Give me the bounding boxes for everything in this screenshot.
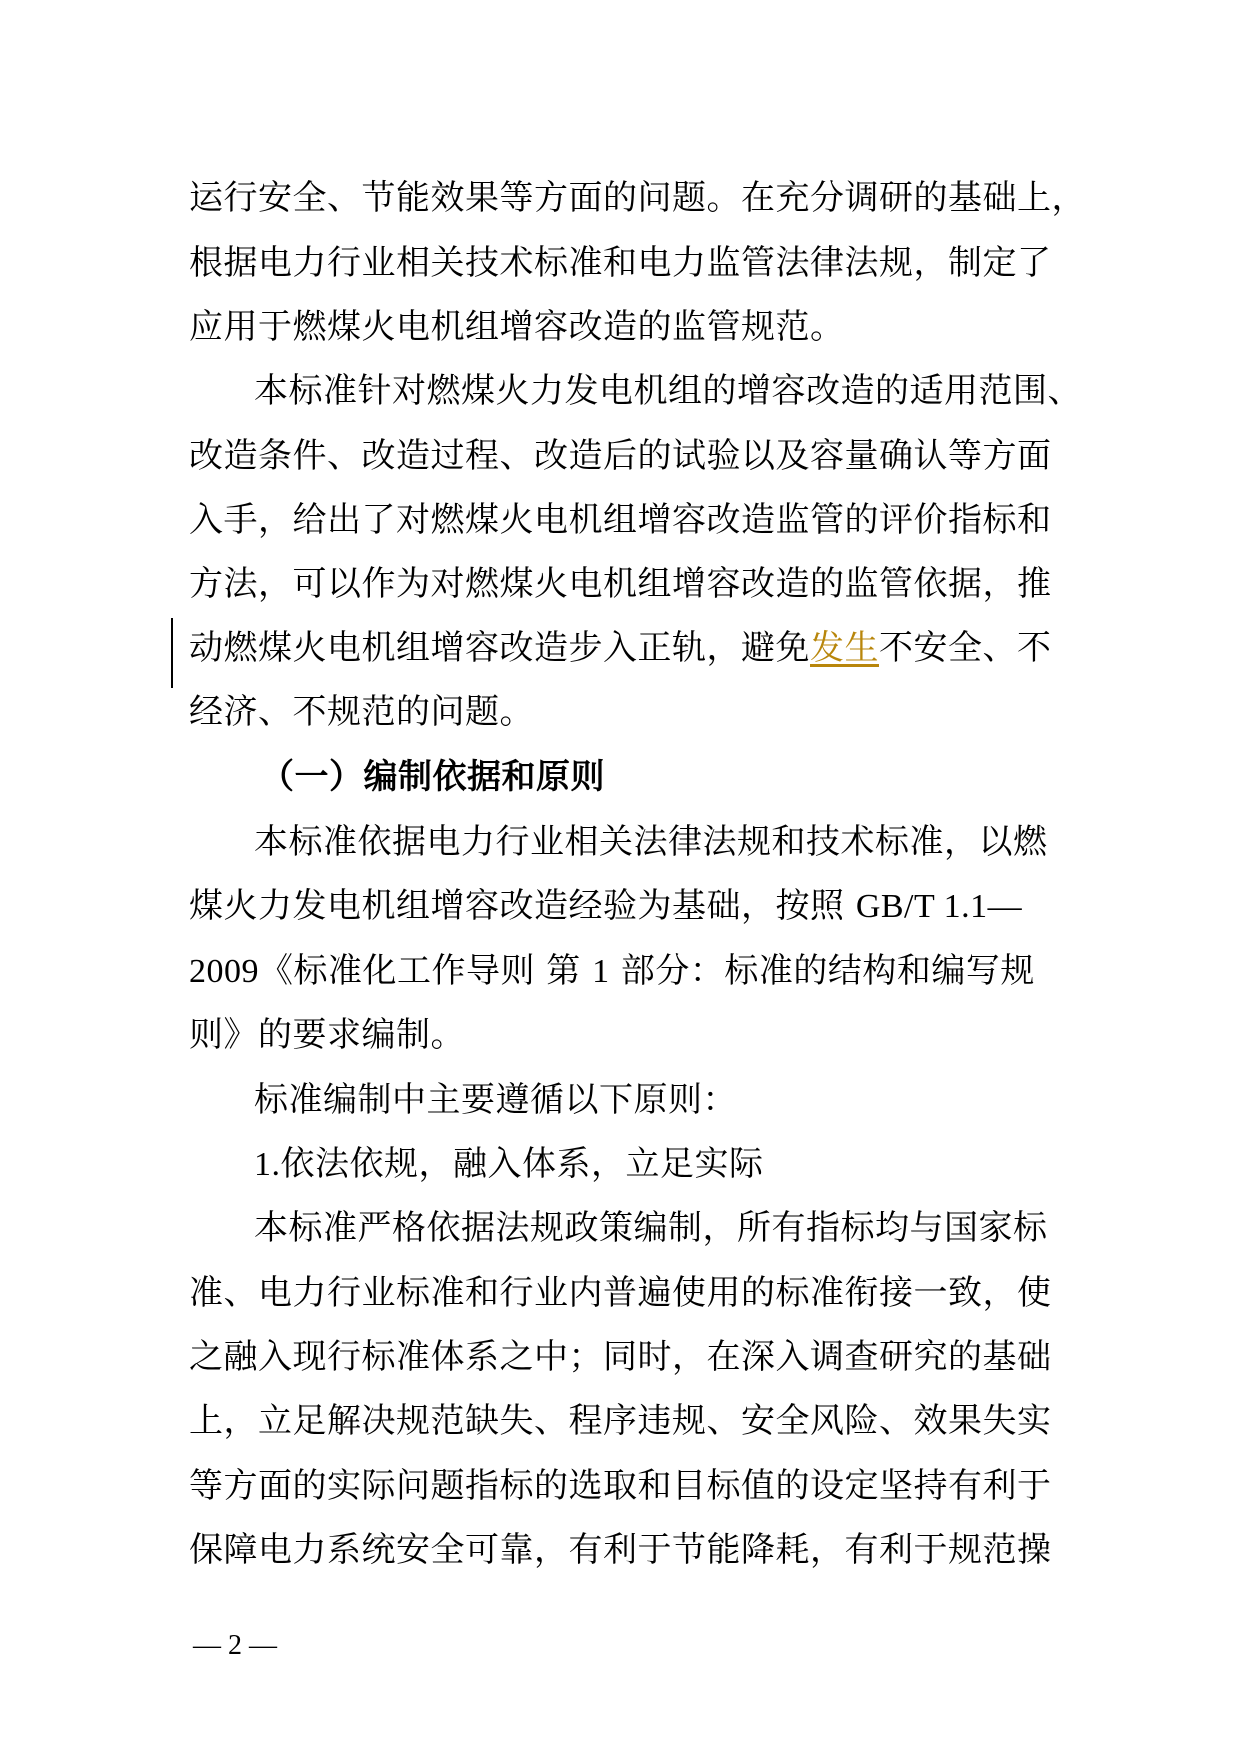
paragraph-3-line-2 (189, 886, 1022, 927)
paragraph-3-line-3-text: 《标准化工作导则 第 (259, 951, 593, 991)
paragraph-3-line-1: 本标准依据电力行业相关法律法规和技术标准，以燃 (254, 822, 1048, 862)
page-number: — 2 — (193, 1630, 277, 1661)
paragraph-2-line-5 (189, 628, 1052, 668)
paragraph-2-line-3: 入手，给出了对燃煤火电机组增容改造监管的评价指标和 (189, 500, 1052, 540)
paragraph-5-line-5: 等方面的实际问题指标的选取和目标值的设定坚持有利于 (189, 1466, 1052, 1506)
standard-reference: GB/T 1.1— (855, 888, 1023, 925)
paragraph-2-line-2: 改造条件、改造过程、改造后的试验以及容量确认等方面 (189, 436, 1052, 476)
paragraph-3-line-3 (189, 951, 1035, 992)
paragraph-1-line-1: 运行安全、节能效果等方面的问题。在充分调研的基础上， (189, 178, 1086, 218)
paragraph-3-line-2-text: 煤火力发电机组增容改造经验为基础，按照 (189, 886, 856, 926)
paragraph-3-line-4: 则》的要求编制。 (189, 1015, 465, 1055)
paragraph-5-line-1: 本标准严格依据法规政策编制，所有指标均与国家标 (254, 1208, 1048, 1248)
standard-year: 2009 (189, 953, 259, 990)
principle-1 (254, 1144, 764, 1185)
principle-1-text: 依法依规，融入体系，立足实际 (280, 1144, 764, 1184)
paragraph-2-line-6: 经济、不规范的问题。 (189, 692, 534, 732)
paragraph-2-line-4: 方法，可以作为对燃煤火电机组增容改造的监管依据，推 (189, 564, 1052, 604)
paragraph-2-line-5-text-after: 不安全、不 (879, 628, 1052, 668)
paragraph-5-line-4: 上，立足解决规范缺失、程序违规、安全风险、效果失实 (189, 1401, 1052, 1441)
paragraph-2-line-1: 本标准针对燃煤火力发电机组的增容改造的适用范围、 (254, 371, 1082, 411)
part-number: 1 (592, 953, 610, 990)
principle-1-number: 1. (254, 1146, 281, 1183)
tracked-change-link[interactable]: 发生 (810, 628, 879, 668)
section-heading: （一）编制依据和原则 (260, 757, 605, 797)
paragraph-2-line-5-text-before: 动燃煤火电机组增容改造步入正轨，避免 (189, 628, 810, 668)
paragraph-3-line-3-rest: 部分：标准的结构和编写规 (609, 951, 1035, 991)
paragraph-5-line-6: 保障电力系统安全可靠，有利于节能降耗，有利于规范操 (189, 1530, 1052, 1570)
paragraph-1-line-3: 应用于燃煤火电机组增容改造的监管规范。 (189, 307, 845, 347)
revision-change-bar (171, 618, 173, 688)
paragraph-5-line-3: 之融入现行标准体系之中；同时，在深入调查研究的基础 (189, 1337, 1052, 1377)
paragraph-1-line-2: 根据电力行业相关技术标准和电力监管法律法规，制定了 (189, 243, 1052, 283)
paragraph-5-line-2: 准、电力行业标准和行业内普遍使用的标准衔接一致，使 (189, 1273, 1052, 1313)
paragraph-4: 标准编制中主要遵循以下原则： (254, 1080, 737, 1120)
